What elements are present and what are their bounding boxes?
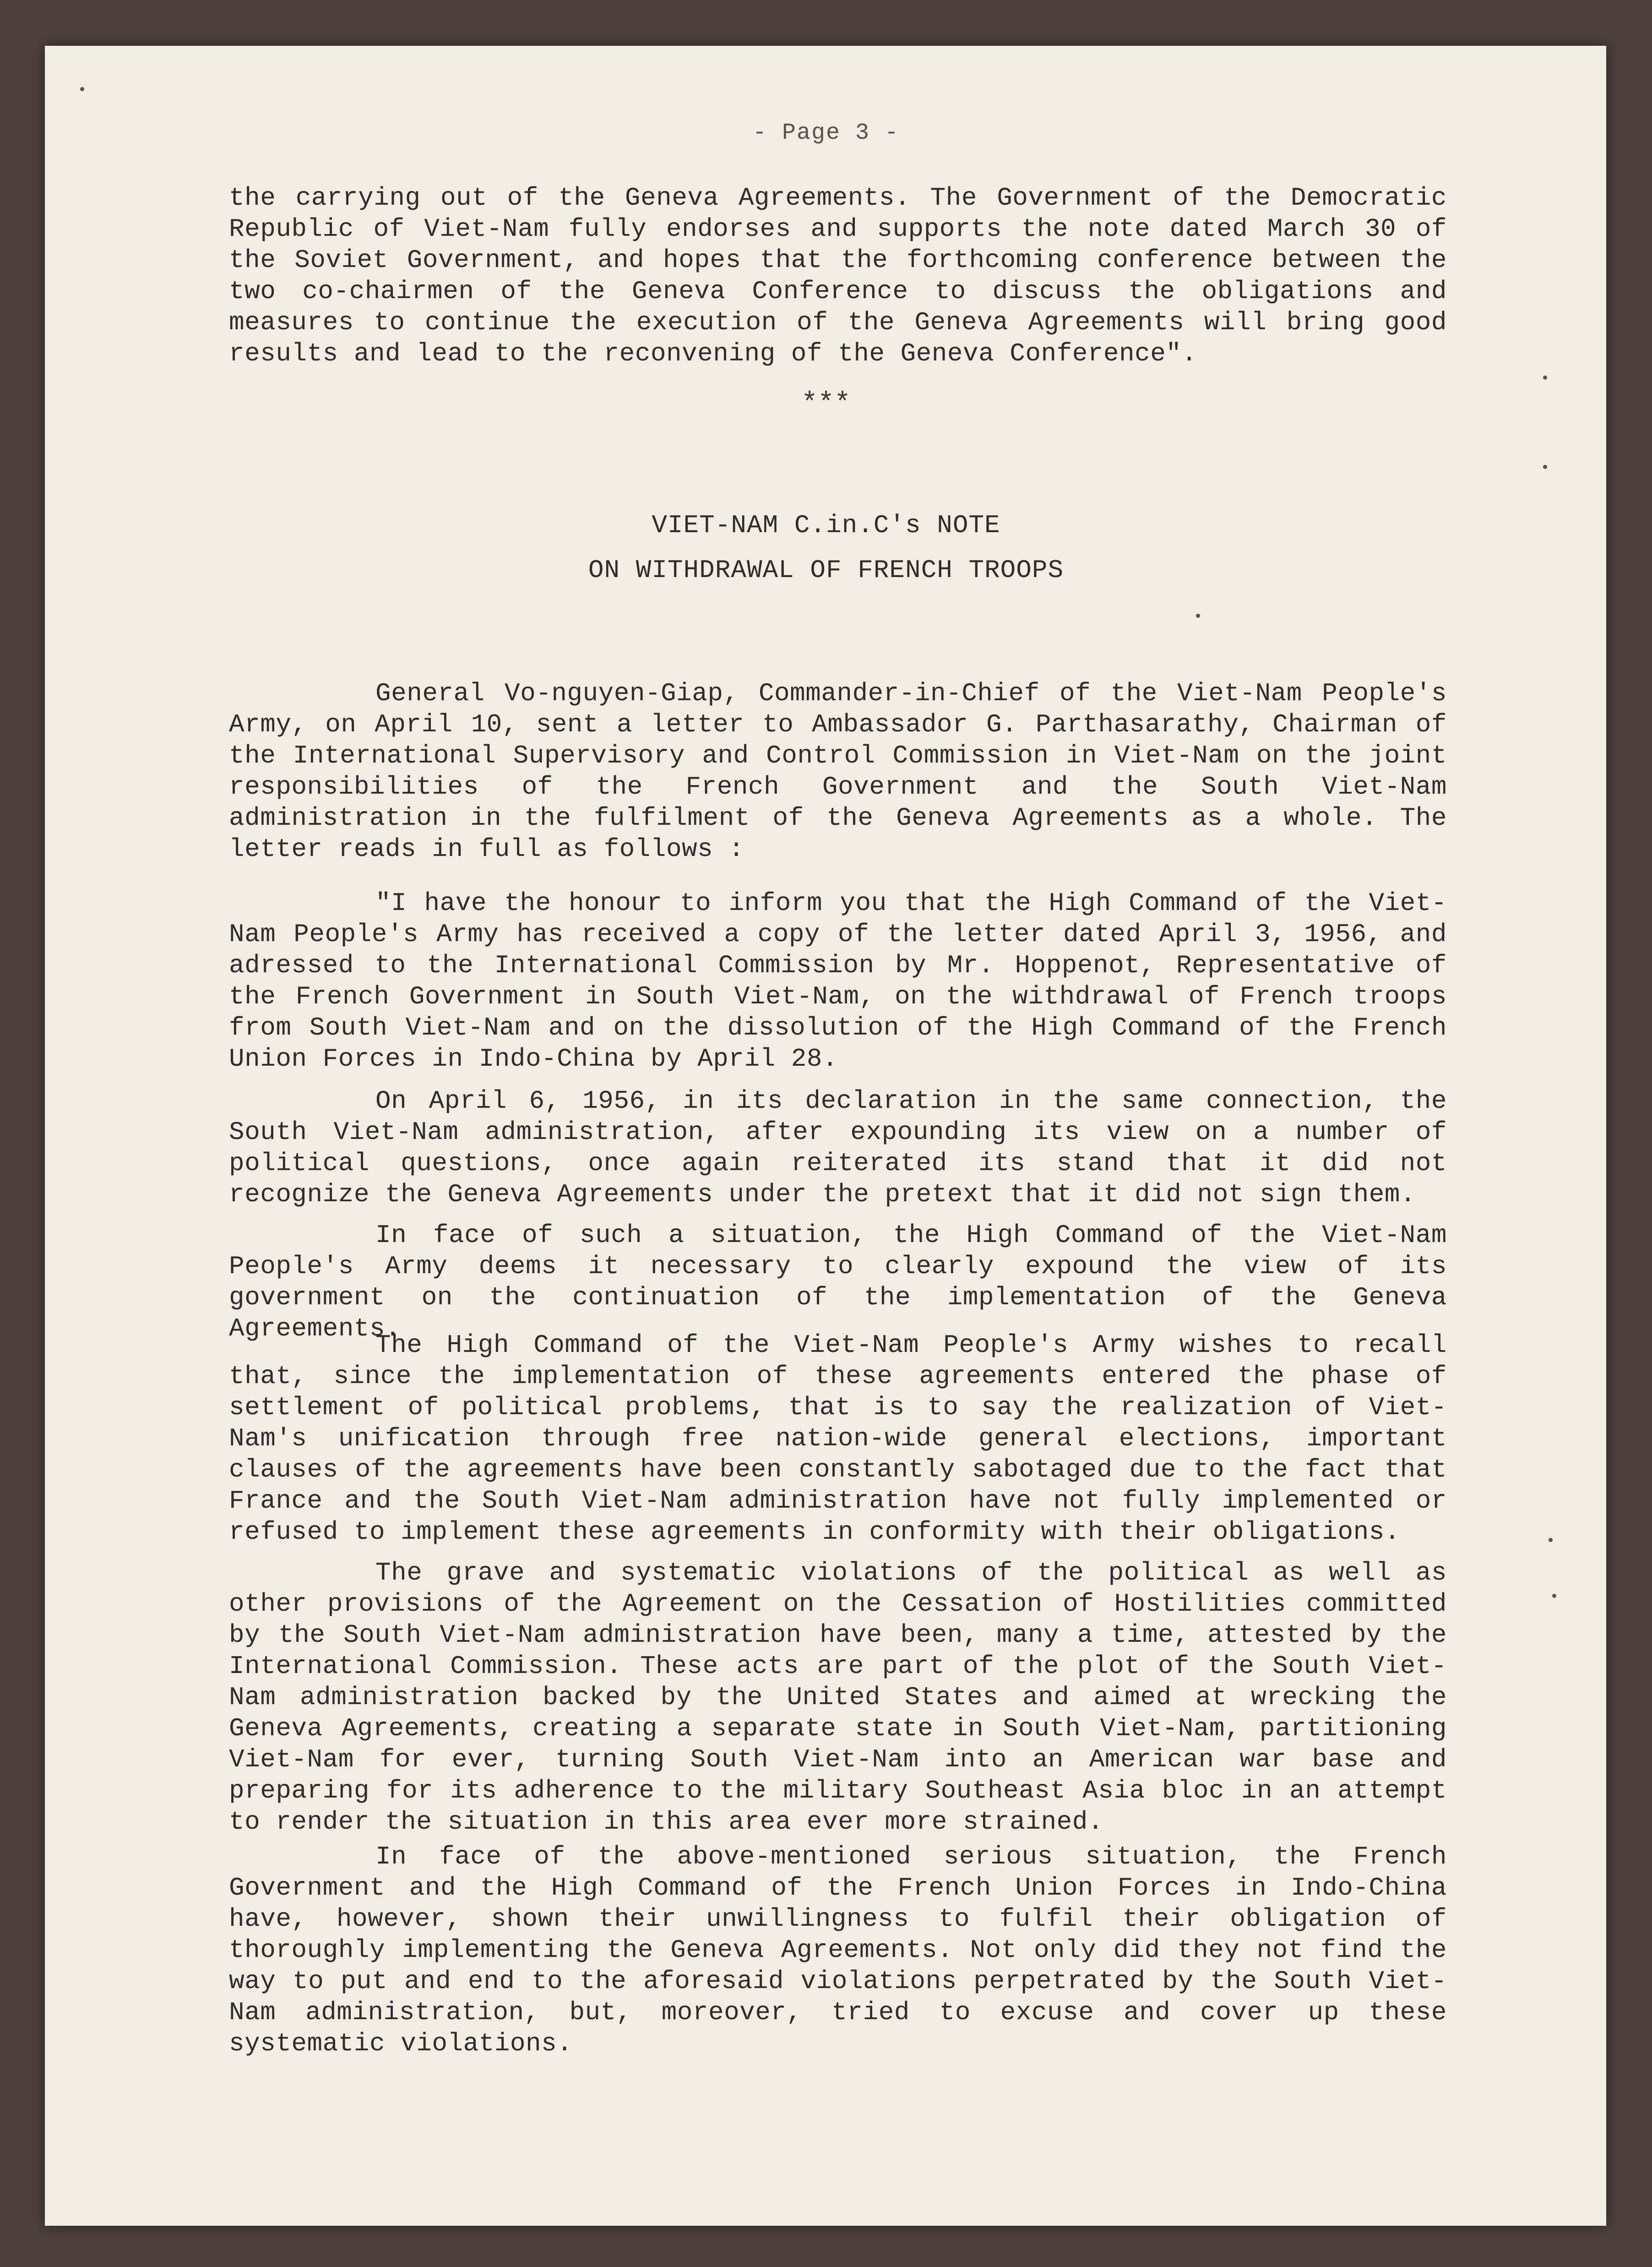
body-paragraph: In face of the above-mentioned serious situation, the French Government and the High Command of the French Union Forces in Indo-China have, however, shown their unwillingness to fulfil their obligation of thoroughly implementing the Geneva Agreements. Not only did they not find the way to put and end to the aforesaid violations perpetrated by the South Viet-Nam administration, but, moreover, tried to excuse and cover up these systematic violations. xyxy=(229,1842,1447,2058)
body-paragraph: "I have the honour to inform you that the High Command of the Viet-Nam People's Army has received a copy of the letter dated April 3, 1956, and adressed to the International Commission by Mr. Hoppenot, Representative of the French Government in South Viet-Nam, on the withdrawal of French troops from South Viet-Nam and on the dissolution of the High Command of the French Union Forces in Indo-China by April 28. xyxy=(229,888,1447,1074)
paper-speck xyxy=(1552,1594,1556,1598)
body-paragraph: In face of such a situation, the High Command of the Viet-Nam People's Army deems it necessary to clearly expound the view of its government on the continuation of the implementation of the Geneva Agreements. xyxy=(229,1221,1447,1343)
intro-paragraph-block xyxy=(229,182,1447,369)
body-paragraph-6-block xyxy=(229,1557,1447,1837)
body-paragraph: On April 6, 1956, in its declaration in the same connection, the South Viet-Nam administration, after expounding its view on a number of political questions, once again reiterated its stand that it did not recognize the Geneva Agreements under the pretext that it did not sign them. xyxy=(229,1086,1447,1209)
section-heading-line-1: VIET-NAM C.in.C's NOTE xyxy=(652,511,1000,540)
body-paragraph-1-block xyxy=(229,678,1447,865)
paper-speck xyxy=(1543,465,1547,469)
section-separator: *** xyxy=(801,388,851,420)
page-number: - Page 3 - xyxy=(752,120,900,146)
body-paragraph: The High Command of the Viet-Nam People's Army wishes to recall that, since the implementation of these agreements entered the phase of settlement of political problems, that is to say the realization of Viet-Nam's unification through free nation-wide general elections, important clauses of the agreements have been constantly sabotaged due to the fact that France and the South Viet-Nam administration have not fully implemented or refused to implement these agreements in conformity with their obligations. xyxy=(229,1330,1447,1547)
body-paragraph-4-block xyxy=(229,1220,1447,1344)
paper-speck xyxy=(1549,1538,1553,1542)
paper-speck xyxy=(1543,376,1547,380)
body-paragraph: General Vo-nguyen-Giap, Commander-in-Chief of the Viet-Nam People's Army, on April 10, sent a letter to Ambassador G. Parthasarathy, Chairman of the International Supervisory and Control Commission in Viet-Nam on the joint responsibilities of the French Government and the South Viet-Nam administration in the fulfilment of the Geneva Agreements as a whole. The letter reads in full as follows : xyxy=(229,679,1447,864)
body-paragraph-5-block xyxy=(229,1330,1447,1548)
body-paragraph-7-block xyxy=(229,1841,1447,2059)
intro-paragraph: the carrying out of the Geneva Agreements. The Government of the Democratic Republic of Viet-Nam fully endorses and supports the note dated March 30 of the Soviet Government, and hopes that the forthcoming conference between the two co-chairmen of the Geneva Conference to discuss the obligations and measures to continue the execution of the Geneva Agreements will bring good results and lead to the reconvening of the Geneva Conference". xyxy=(229,183,1447,368)
body-paragraph-3-block xyxy=(229,1085,1447,1210)
body-paragraph-2-block xyxy=(229,888,1447,1074)
section-heading-line-2: ON WITHDRAWAL OF FRENCH TROOPS xyxy=(588,556,1064,585)
paper-speck xyxy=(80,87,84,91)
body-paragraph: The grave and systematic violations of the political as well as other provisions of the Agreement on the Cessation of Hostilities committed by the South Viet-Nam administration have been, many a time, attested by the International Commission. These acts are part of the plot of the South Viet-Nam administration backed by the United States and aimed at wrecking the Geneva Agreements, creating a separate state in South Viet-Nam, partitioning Viet-Nam for ever, turning South Viet-Nam into an American war base and preparing for its adherence to the military Southeast Asia bloc in an attempt to render the situation in this area ever more strained. xyxy=(229,1558,1447,1836)
paper-speck xyxy=(1196,614,1200,618)
